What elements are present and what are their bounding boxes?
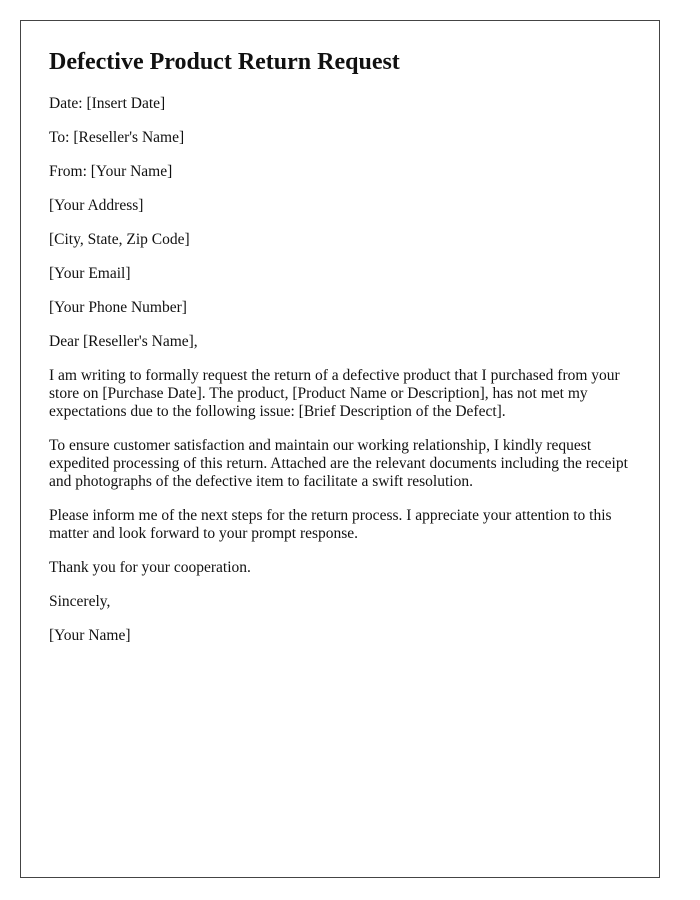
thanks-line: Thank you for your cooperation. [49,559,251,576]
address-line: [Your Address] [49,197,144,214]
signature-line: [Your Name] [49,627,131,644]
body-paragraph-2: To ensure customer satisfaction and maintain our working relationship, I kindly request expedited processing of this return. Attached are the relevant documents including the receipt and photographs of the defective item to facilitate a swift resolution. [49,437,628,490]
letter-title: Defective Product Return Request [49,49,400,75]
phone-line: [Your Phone Number] [49,299,187,316]
body-paragraph-3: Please inform me of the next steps for the return process. I appreciate your attention to this matter and look forward to your prompt response. [49,507,612,542]
letter-container [20,20,660,878]
to-line: To: [Reseller's Name] [49,129,185,146]
date-line: Date: [Insert Date] [49,95,166,112]
closing-line: Sincerely, [49,593,111,610]
city-state-zip-line: [City, State, Zip Code] [49,231,190,248]
from-line: From: [Your Name] [49,163,173,180]
email-line: [Your Email] [49,265,131,282]
body-paragraph-1: I am writing to formally request the return of a defective product that I purchased from your store on [Purchase Date]. The product, [Product Name or Description], has not met my expectations due to the following issue: [Brief Description of the Defect]. [49,367,620,420]
salutation: Dear [Reseller's Name], [49,333,198,350]
